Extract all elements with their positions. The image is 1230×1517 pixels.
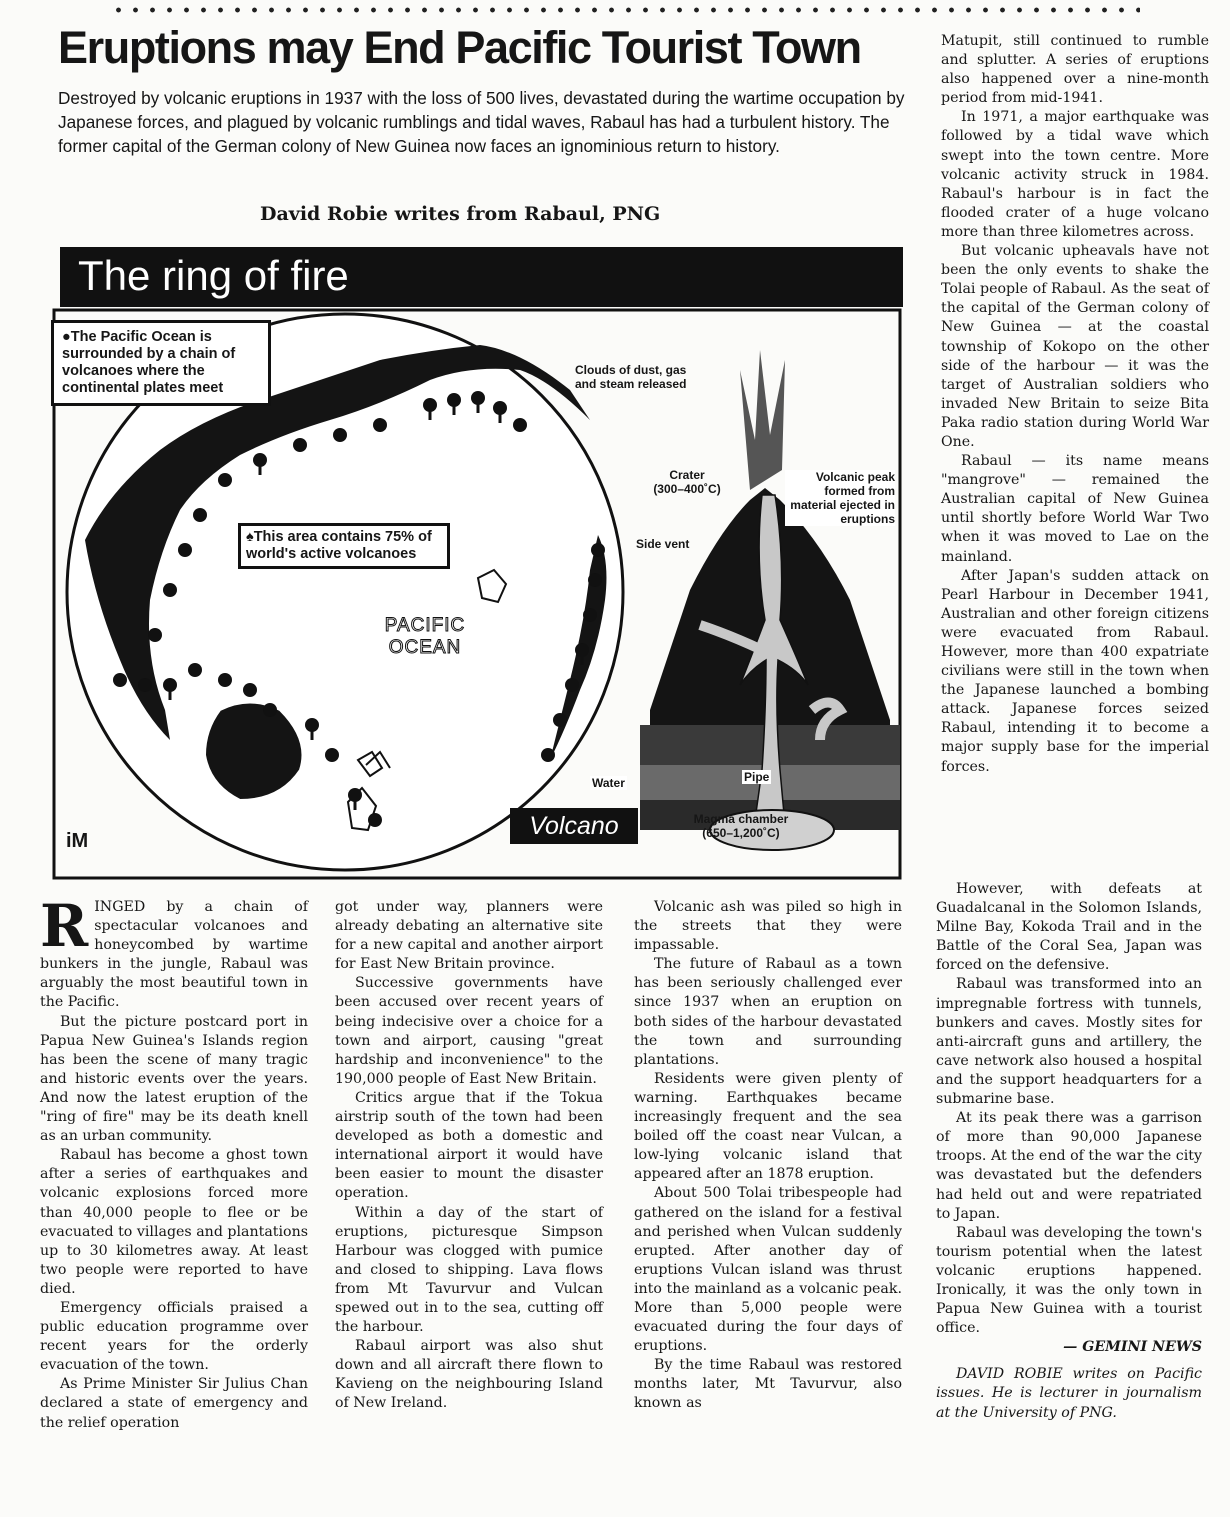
- side-vent-label: Side vent: [636, 537, 690, 551]
- ocean-label-line-2: OCEAN: [388, 637, 462, 658]
- graphic-banner: [60, 247, 903, 307]
- ocean-label: [370, 615, 480, 659]
- clouds-label: Clouds of dust, gas and steam released: [575, 363, 687, 391]
- paragraph: Volcanic ash was piled so high in the streets that they were impassable.: [634, 899, 902, 954]
- paragraph: About 500 Tolai tribespeople had gathered on the island for a festival and perished when Vulcan suddenly erupted. After another day of eruptions Vulcan island was thrust into the mainland as a volcanic peak. More than 5,000 people were evacuated during the four days of eruptions.: [634, 1185, 902, 1355]
- magma-label-temp: (650–1,200˚C): [702, 826, 780, 840]
- standfirst: Destroyed by volcanic eruptions in 1937 with the loss of 500 lives, devastated during the wartime occupation by Japanese forces, and plagued by volcanic rumblings and tidal waves, Rabaul has had a turbulent history. The former capital of the German colony of New Guinea now faces an ignominious return to history.: [58, 88, 905, 156]
- area-box-text: This area contains 75% of world's active volcanoes: [246, 529, 432, 562]
- column-3: [634, 898, 902, 1414]
- paragraph: The future of Rabaul as a town has been seriously challenged ever since 1937 when an eruption on both sides of the harbour devastated the town and surrounding plantations.: [634, 956, 902, 1068]
- paragraph: In 1971, a major earthquake was followed by a tidal wave which swept into the town centre. More volcanic activity struck in 1984. Rabaul's harbour is in fact the flooded crater of a huge volcano more than three kilometres across.: [941, 109, 1209, 240]
- headline: Eruptions may End Pacific Tourist Town: [58, 22, 861, 73]
- paragraph: got under way, planners were already debating an alternative site for a new capital and another airport for East New Britain province.: [335, 899, 603, 973]
- eruption-cloud: [740, 350, 785, 490]
- area-box: [238, 523, 450, 569]
- paragraph: Matupit, still continued to rumble and splutter. A series of eruptions also happened over a nine-month period from mid-1941.: [941, 33, 1209, 107]
- graphic-banner-title: The ring of fire: [78, 252, 349, 299]
- top-dotted-rule: [110, 4, 1140, 16]
- bullet-icon: ●: [62, 329, 71, 345]
- paragraph: Rabaul was transformed into an impregnable fortress with tunnels, bunkers and caves. Mostly sites for anti-aircraft guns and artillery, the cave network also housed a hospital and the support headquarters for a submarine base.: [936, 976, 1202, 1108]
- column-4-top: [941, 32, 1209, 777]
- paragraph: As Prime Minister Sir Julius Chan declared a state of emergency and the relief operation: [40, 1376, 308, 1431]
- paragraph: However, with defeats at Guadalcanal in the Solomon Islands, Milne Bay, Kokoda Trail and in the Battle of the Coral Sea, Japan was forced on the defensive.: [936, 881, 1202, 974]
- column-1: [40, 892, 308, 1433]
- paragraph: [40, 892, 308, 1013]
- paragraph: Critics argue that if the Tokua airstrip south of the town had been developed as both a domestic and international airport it would have been easier to mount the disaster operation.: [335, 1089, 603, 1202]
- paragraph: Rabaul has become a ghost town after a series of earthquakes and volcanic explosions forced more than 40,000 people to flee or be evacuated to villages and plantations up to 30 kilometres away. At least two people were reported to have died.: [40, 1147, 308, 1297]
- author-bio: DAVID ROBIE writes on Pacific issues. He is lecturer in journalism at the University of PNG.: [936, 1366, 1202, 1421]
- crater-label-name: Crater: [669, 468, 705, 482]
- paragraph: But the picture postcard port in Papua New Guinea's Islands region has been the scene of many tragic and historic events over the years. And now the latest eruption of the "ring of fire" may be its death knell as an urban community.: [40, 1013, 308, 1145]
- column-4-bottom: [936, 880, 1202, 1423]
- crater-label-temp: (300–400˚C): [653, 482, 721, 496]
- peak-label: Volcanic peak formed from material ejected in eruptions: [785, 470, 895, 526]
- paragraph: Rabaul airport was also shut down and all aircraft there flown to Kavieng on the neighbouring Island of New Ireland.: [335, 1338, 603, 1412]
- graphic-credit: iM: [66, 830, 89, 852]
- paragraph: Rabaul was developing the town's tourism potential when the latest volcanic eruptions happened. Ironically, it was the only town in Papua New Guinea with a tourist office.: [936, 1224, 1202, 1337]
- lead-paragraph-text: INGED by a chain of spectacular volcanoes and honeycombed by wartime bunkers in the jungle, Rabaul was arguably the most beautiful town in the Pacific.: [40, 899, 308, 1011]
- intro-box-text: The Pacific Ocean is surrounded by a chain of volcanoes where the continental plates meet: [62, 329, 236, 396]
- pipe-label: Pipe: [744, 770, 770, 784]
- signoff: — GEMINI NEWS: [1063, 1339, 1202, 1356]
- paragraph: Emergency officials praised a public education programme over recent years for the orderly evacuation of the town.: [40, 1299, 308, 1374]
- paragraph: After Japan's sudden attack on Pearl Harbour in December 1941, Australian and other foreign citizens were evacuated from Rabaul. However, more than 400 expatriate civilians were still in the town when the Japanese launched a bombing attack. Japanese forces seized Rabaul, intending it to become a major supply base for the imperial forces.: [941, 567, 1209, 775]
- paragraph: Residents were given plenty of warning. Earthquakes became increasingly frequent and the sea boiled off the coast near Vulcan, a low-lying volcanic island that appeared after an 1878 eruption.: [634, 1070, 902, 1183]
- intro-box: [51, 320, 271, 406]
- paragraph: Successive governments have been accused over recent years of being indecisive over a choice for a town and airport, causing "great hardship and inconvenience" to the 190,000 people of East New Britain.: [335, 975, 603, 1087]
- paragraph: Within a day of the start of eruptions, picturesque Simpson Harbour was clogged with pumice and closed to shipping. Lava flows from Mt Tavurvur and Vulcan spewed out in to the sea, cutting off the harbour.: [335, 1204, 603, 1336]
- paragraph: By the time Rabaul was restored months later, Mt Tavurvur, also known as: [634, 1357, 902, 1412]
- paragraph: At its peak there was a garrison of more than 90,000 Japanese troops. At the end of the war the city was devastated but the defenders had held out and were repatriated to Japan.: [936, 1110, 1202, 1222]
- byline: David Robie writes from Rabaul, PNG: [260, 203, 661, 225]
- paragraph: Rabaul — its name means "mangrove" — remained the Australian capital of New Guinea until shortly before World War Two when it was moved to Lae on the mainland.: [941, 453, 1209, 565]
- paragraph: But volcanic upheavals have not been the only events to shake the Tolai people of Rabaul. As the seat of the capital of the German colony of New Guinea — at the coastal township of Kokopo on the other side of the harbour — it was the target of Australian soldiers who invaded New Britain to seize Bita Paka radio station during World War One.: [941, 243, 1209, 450]
- ocean-label-line-1: PACIFIC: [384, 615, 466, 636]
- magma-label: [682, 812, 800, 840]
- water-label: Water: [592, 776, 625, 790]
- volcano-title: Volcano: [510, 808, 638, 844]
- volcano-marker-icon: ♠: [246, 529, 254, 545]
- drop-cap: R: [40, 892, 89, 960]
- magma-label-name: Magma chamber: [693, 812, 789, 826]
- column-2: [335, 898, 603, 1414]
- crater-label: [637, 468, 737, 496]
